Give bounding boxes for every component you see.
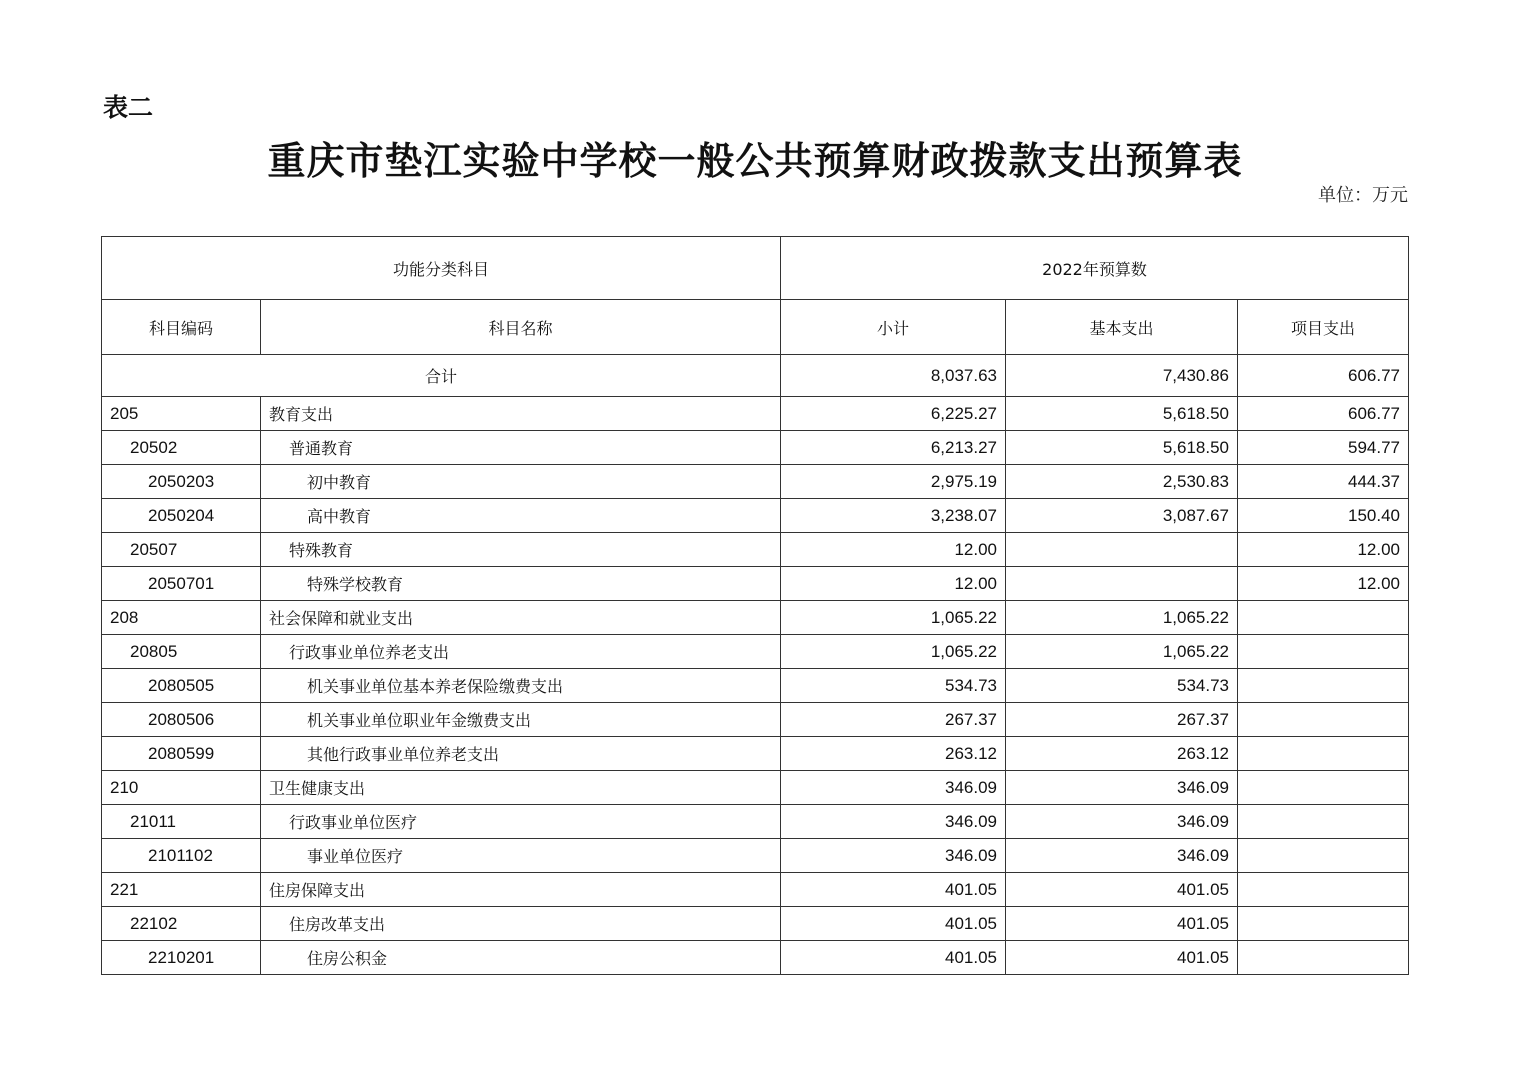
row-code: 210 (102, 771, 261, 805)
row-subtotal: 534.73 (781, 669, 1006, 703)
row-code: 2050701 (102, 567, 261, 601)
row-subtotal: 6,225.27 (781, 397, 1006, 431)
table-row (102, 771, 1409, 805)
row-subtotal: 346.09 (781, 805, 1006, 839)
row-code: 2080506 (102, 703, 261, 737)
row-name: 机关事业单位基本养老保险缴费支出 (261, 669, 781, 703)
row-subtotal: 263.12 (781, 737, 1006, 771)
row-code: 21011 (102, 805, 261, 839)
row-name: 特殊学校教育 (261, 567, 781, 601)
row-code: 205 (102, 397, 261, 431)
row-basic: 346.09 (1006, 771, 1238, 805)
row-subtotal: 401.05 (781, 941, 1006, 975)
header-name: 科目名称 (261, 300, 781, 355)
row-project (1238, 805, 1409, 839)
row-basic: 401.05 (1006, 941, 1238, 975)
header-basic: 基本支出 (1006, 300, 1238, 355)
row-basic: 267.37 (1006, 703, 1238, 737)
table-row (102, 601, 1409, 635)
row-basic: 3,087.67 (1006, 499, 1238, 533)
row-subtotal: 12.00 (781, 533, 1006, 567)
row-project (1238, 771, 1409, 805)
row-code: 20507 (102, 533, 261, 567)
row-subtotal: 401.05 (781, 907, 1006, 941)
row-name: 事业单位医疗 (261, 839, 781, 873)
row-code: 208 (102, 601, 261, 635)
row-project (1238, 601, 1409, 635)
row-subtotal: 346.09 (781, 839, 1006, 873)
table-row (102, 397, 1409, 431)
row-basic: 401.05 (1006, 907, 1238, 941)
row-name: 高中教育 (261, 499, 781, 533)
row-subtotal: 3,238.07 (781, 499, 1006, 533)
row-name: 教育支出 (261, 397, 781, 431)
row-basic: 2,530.83 (1006, 465, 1238, 499)
row-subtotal: 1,065.22 (781, 601, 1006, 635)
table-row (102, 941, 1409, 975)
row-code: 20502 (102, 431, 261, 465)
table-row (102, 533, 1409, 567)
row-code: 2050203 (102, 465, 261, 499)
table-row (102, 431, 1409, 465)
row-project (1238, 669, 1409, 703)
row-project: 150.40 (1238, 499, 1409, 533)
row-name: 其他行政事业单位养老支出 (261, 737, 781, 771)
table-row (102, 873, 1409, 907)
row-code: 221 (102, 873, 261, 907)
table-row (102, 839, 1409, 873)
header-project: 项目支出 (1238, 300, 1409, 355)
row-project (1238, 839, 1409, 873)
total-project: 606.77 (1238, 355, 1409, 397)
page-title: 重庆市垫江实验中学校一般公共预算财政拨款支出预算表 (267, 138, 1243, 183)
row-code: 2050204 (102, 499, 261, 533)
row-name: 普通教育 (261, 431, 781, 465)
header-budget-year: 2022年预算数 (781, 237, 1409, 300)
table-row (102, 465, 1409, 499)
row-project (1238, 737, 1409, 771)
table-row (102, 669, 1409, 703)
table-row (102, 635, 1409, 669)
row-subtotal: 346.09 (781, 771, 1006, 805)
table-row (102, 805, 1409, 839)
row-code: 2080599 (102, 737, 261, 771)
row-subtotal: 2,975.19 (781, 465, 1006, 499)
row-project (1238, 907, 1409, 941)
row-basic (1006, 567, 1238, 601)
row-basic: 346.09 (1006, 839, 1238, 873)
header-columns-row (102, 300, 1409, 355)
row-subtotal: 267.37 (781, 703, 1006, 737)
total-row (102, 355, 1409, 397)
row-project: 444.37 (1238, 465, 1409, 499)
table-row (102, 907, 1409, 941)
row-name: 住房公积金 (261, 941, 781, 975)
row-name: 行政事业单位医疗 (261, 805, 781, 839)
row-subtotal: 1,065.22 (781, 635, 1006, 669)
row-basic: 1,065.22 (1006, 601, 1238, 635)
table-label: 表二 (103, 93, 154, 122)
table-row (102, 703, 1409, 737)
row-subtotal: 401.05 (781, 873, 1006, 907)
row-project: 606.77 (1238, 397, 1409, 431)
row-name: 卫生健康支出 (261, 771, 781, 805)
row-project (1238, 703, 1409, 737)
row-code: 2101102 (102, 839, 261, 873)
row-basic (1006, 533, 1238, 567)
row-subtotal: 12.00 (781, 567, 1006, 601)
header-code: 科目编码 (102, 300, 261, 355)
total-label: 合计 (102, 355, 781, 397)
row-basic: 5,618.50 (1006, 431, 1238, 465)
header-group-row (102, 237, 1409, 300)
row-project: 12.00 (1238, 533, 1409, 567)
header-subtotal: 小计 (781, 300, 1006, 355)
row-name: 行政事业单位养老支出 (261, 635, 781, 669)
row-project: 594.77 (1238, 431, 1409, 465)
budget-table (101, 236, 1409, 975)
row-subtotal: 6,213.27 (781, 431, 1006, 465)
row-project (1238, 941, 1409, 975)
row-basic: 534.73 (1006, 669, 1238, 703)
row-project (1238, 873, 1409, 907)
row-code: 22102 (102, 907, 261, 941)
total-basic: 7,430.86 (1006, 355, 1238, 397)
table-row (102, 567, 1409, 601)
row-code: 20805 (102, 635, 261, 669)
row-name: 特殊教育 (261, 533, 781, 567)
unit-label: 单位：万元 (1318, 185, 1408, 206)
table-row (102, 499, 1409, 533)
total-subtotal: 8,037.63 (781, 355, 1006, 397)
header-function-category: 功能分类科目 (102, 237, 781, 300)
row-basic: 263.12 (1006, 737, 1238, 771)
row-name: 机关事业单位职业年金缴费支出 (261, 703, 781, 737)
row-code: 2080505 (102, 669, 261, 703)
row-project: 12.00 (1238, 567, 1409, 601)
row-name: 社会保障和就业支出 (261, 601, 781, 635)
table-row (102, 737, 1409, 771)
row-project (1238, 635, 1409, 669)
row-basic: 5,618.50 (1006, 397, 1238, 431)
row-basic: 1,065.22 (1006, 635, 1238, 669)
row-name: 住房保障支出 (261, 873, 781, 907)
row-name: 住房改革支出 (261, 907, 781, 941)
row-code: 2210201 (102, 941, 261, 975)
row-basic: 346.09 (1006, 805, 1238, 839)
row-name: 初中教育 (261, 465, 781, 499)
row-basic: 401.05 (1006, 873, 1238, 907)
